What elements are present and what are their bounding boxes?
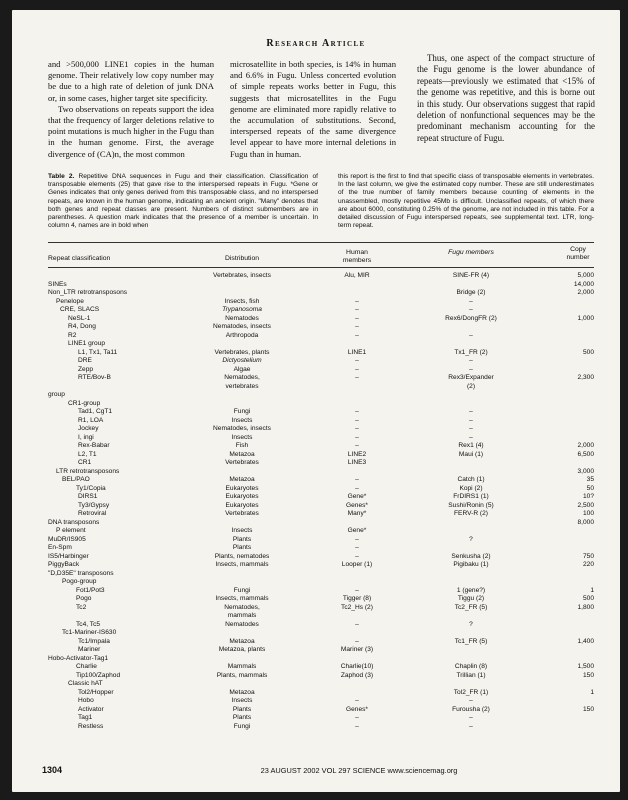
table-row (12, 706, 620, 714)
table-row (12, 587, 620, 595)
cell-distribution: Insects, mammals (215, 561, 269, 568)
table-row (12, 323, 620, 331)
cell-fugu: FrDIRS1 (1) (453, 493, 489, 500)
table-row (12, 663, 620, 671)
cell-distribution: Plants (232, 544, 252, 551)
table-row (12, 357, 620, 365)
cell-distribution: Eukaryotes (225, 501, 259, 509)
cell-classification: Classic hAT (68, 680, 103, 687)
cell-copy: 500 (582, 595, 594, 602)
body-column-2 (230, 59, 396, 160)
cell-fugu: Chaplin (8) (454, 663, 488, 670)
cell-copy: 2,500 (577, 501, 594, 509)
cell-fugu: (2) (466, 382, 476, 390)
caption-text: Repetitive DNA sequences in Fugu and their classification. Classification of transposable elements (25) that gave rise to the interspersed repeats in Fugu. *Gene or Genes indicates that only genes derived from this transposable class, and no interspersed repeats, are known in the human genome, indicating an ancient origin. "Many" denotes that both genes and repeat classes are present. Numbers of distinct submembers are in parentheses. A question mark indicates that the presence of a member is uncertain. In column 4, names are in bold when (48, 173, 318, 230)
table-row (12, 604, 620, 612)
cell-classification: Pogo-group (62, 578, 97, 585)
cell-human: – (355, 425, 359, 432)
cell-classification: R2 (68, 331, 77, 339)
table-row (12, 493, 620, 501)
cell-fugu: – (469, 416, 473, 424)
cell-classification: "D,D35E" transposons (48, 569, 114, 577)
cell-copy: 3,000 (577, 467, 594, 475)
cell-distribution: vertebrates (225, 382, 259, 390)
header-distribution: Distribution (225, 255, 259, 262)
cell-classification: Penelope (56, 297, 84, 305)
cell-human: Tigger (8) (342, 595, 372, 602)
table-row (12, 689, 620, 697)
cell-classification: Retroviral (78, 510, 107, 517)
cell-fugu: – (469, 425, 473, 432)
cell-distribution: Fungi (233, 722, 251, 730)
cell-copy: 35 (586, 476, 594, 483)
cell-classification: Hobo-Activator-Tag1 (48, 654, 109, 662)
cell-human: – (355, 476, 359, 483)
cell-copy: 2,000 (577, 289, 594, 296)
cell-human: Tc2_Hs (2) (341, 603, 373, 611)
table-row (12, 570, 620, 578)
cell-human: – (355, 620, 359, 628)
cell-human: – (355, 416, 359, 424)
table-row (12, 451, 620, 459)
cell-distribution: Fungi (233, 586, 251, 594)
cell-classification: MuDR/IS905 (48, 535, 86, 543)
cell-fugu: Kopi (2) (459, 484, 483, 492)
cell-human: – (355, 535, 359, 543)
cell-human: Charlie(10) (340, 663, 374, 670)
cell-fugu: – (469, 408, 473, 415)
cell-distribution: Dictyostelium (222, 357, 262, 364)
table-row (12, 697, 620, 705)
cell-copy: 150 (582, 705, 594, 713)
table-row (12, 510, 620, 518)
cell-copy: 14,000 (573, 280, 594, 288)
cell-copy: 1,000 (577, 314, 594, 322)
paragraph: Thus, one aspect of the compact structure of the Fugu genome is the lower abundance of repeats—previously we estimated that <15% of the genome was repetitive, and this is borne out in this study. Our observations suggest that rapid deletion of nonfunctional sequences may be the predominant mechanism accounting for the repeat structure of Fugu. (417, 53, 595, 143)
cell-distribution: Trypanosoma (222, 306, 262, 313)
cell-classification: LTR retrotransposons (56, 467, 120, 475)
cell-fugu: Rex3/Expander (448, 374, 494, 381)
cell-human: – (355, 637, 359, 645)
table-row (12, 366, 620, 374)
cell-fugu: – (469, 331, 473, 339)
table-row (12, 400, 620, 408)
cell-fugu: – (469, 357, 473, 364)
cell-classification: DRE (78, 357, 92, 364)
cell-fugu: – (469, 697, 473, 704)
caption-text: this report is the first to find that specific class of transposable elements in vertebrates. In the last column, we give the estimated copy number. These are still underestimates of the true number of family members because counting of elements in the unassembled, mostly repetitive 45Mb is difficult. Unclassified repeats, of which there are about 6000, constituting 0.25% of the genome, are not included in this table. For a detailed discussion of Fugu interspersed repeats, see supplemental text. LTR, long-term repeat. (338, 173, 594, 230)
cell-classification: Activator (78, 705, 104, 713)
cell-classification: P element (56, 527, 86, 534)
table-row (12, 578, 620, 586)
table-row (12, 374, 620, 382)
cell-distribution: Nematodes (225, 620, 259, 628)
cell-classification: Tc4, Tc5 (76, 620, 101, 628)
cell-distribution: Metazoa (229, 637, 255, 645)
table-row (12, 527, 620, 535)
cell-distribution: mammals (227, 612, 257, 619)
cell-fugu: Tiggu (2) (457, 595, 485, 602)
cell-fugu: Tx1_FR (2) (454, 348, 488, 356)
cell-fugu: Tc2_FR (5) (454, 603, 488, 611)
header-fugu: Fugu members (448, 249, 494, 256)
cell-classification: CR1 (78, 459, 92, 466)
cell-classification: Tol2/Hopper (78, 688, 114, 696)
table-row (12, 289, 620, 297)
cell-distribution: Plants (232, 705, 252, 713)
cell-human: Gene* (347, 493, 367, 500)
cell-distribution: Metazoa (229, 450, 255, 458)
cell-human: – (355, 314, 359, 322)
cell-distribution: Algae (233, 365, 251, 373)
cell-human: Genes* (346, 501, 368, 509)
cell-classification: Fot1/Pot3 (76, 586, 105, 594)
cell-fugu: FERV-R (2) (454, 510, 488, 517)
cell-fugu: 1 (gene?) (456, 586, 486, 594)
table-row (12, 476, 620, 484)
cell-copy: 1 (590, 586, 594, 594)
cell-fugu: – (469, 714, 473, 721)
cell-distribution: Insects (231, 527, 253, 534)
table-row (12, 621, 620, 629)
cell-distribution: Nematodes, insects (213, 323, 271, 330)
cell-distribution: Insects, fish (224, 297, 260, 305)
table-row (12, 544, 620, 552)
cell-distribution: Vertebrates, insects (213, 272, 271, 279)
running-title: Research Article (266, 38, 366, 49)
cell-fugu: – (469, 365, 473, 373)
table-row (12, 298, 620, 306)
cell-copy: 50 (586, 484, 594, 492)
table-row (12, 281, 620, 289)
cell-human: Many* (347, 510, 367, 517)
cell-classification: Tad1, CgT1 (78, 408, 113, 415)
cell-copy: 1 (590, 688, 594, 696)
cell-classification: Charlie (76, 663, 97, 670)
cell-classification: Tc2 (76, 603, 87, 611)
cell-classification: BEL/PAO (62, 476, 90, 483)
cell-distribution: Metazoa, plants (218, 646, 266, 653)
cell-classification: Hobo (78, 697, 94, 704)
cell-human: – (355, 331, 359, 339)
cell-classification: DIRS1 (78, 493, 98, 500)
table-row (12, 536, 620, 544)
cell-human: Looper (1) (341, 561, 373, 568)
table-row (12, 638, 620, 646)
cell-distribution: Arthropoda (225, 331, 259, 339)
cell-fugu: Rex6/DongFR (2) (445, 314, 497, 322)
table-row (12, 629, 620, 637)
caption-label: Table 2. (48, 173, 75, 180)
table-row (12, 442, 620, 450)
table-caption-right (338, 173, 594, 230)
table-row (12, 595, 620, 603)
paragraph: microsatellite in both species, is 14% in human and 6.6% in Fugu. Unless concerted evolution of simple repeats works better in Fugu, this suggests that microsatellites in the Fugu genome are eliminated more rapidly relative to the accumulation of substitutions. Second, interspersed repeats of the same divergence level appear to have more internal deletions in Fugu than in human. (230, 59, 396, 159)
cell-classification: Non_LTR retrotransposons (48, 289, 128, 296)
table-row (12, 434, 620, 442)
cell-distribution: Vertebrates (225, 510, 259, 517)
table-row (12, 340, 620, 348)
cell-fugu: Maui (1) (458, 450, 484, 458)
table-row (12, 561, 620, 569)
cell-human: Zaphod (3) (340, 671, 374, 679)
table-row (12, 272, 620, 280)
cell-distribution: Insects (231, 416, 253, 424)
cell-copy: 220 (582, 561, 594, 568)
cell-distribution: Nematodes, (224, 603, 260, 611)
cell-classification: group (48, 391, 65, 398)
cell-classification: RTE/Bov-B (78, 374, 111, 381)
cell-human: LINE1 (347, 348, 367, 356)
cell-fugu: Pigibaku (1) (453, 561, 489, 568)
table-row (12, 612, 620, 620)
cell-human: – (355, 408, 359, 415)
page-number: 1304 (42, 765, 63, 775)
table-row (12, 391, 620, 399)
cell-human: Gene* (347, 527, 367, 534)
table-row (12, 502, 620, 510)
table-row (12, 315, 620, 323)
cell-copy: 6,500 (577, 450, 594, 458)
cell-classification: CR1-group (68, 399, 101, 407)
cell-classification: CRE, SLACS (60, 306, 100, 313)
cell-distribution: Insects, mammals (215, 595, 269, 602)
cell-human: – (355, 433, 359, 441)
body-column-3 (417, 53, 595, 144)
cell-distribution: Metazoa (229, 688, 255, 696)
table-row (12, 425, 620, 433)
cell-fugu: – (469, 722, 473, 730)
table-row (12, 332, 620, 340)
table-row (12, 672, 620, 680)
cell-fugu: ? (469, 535, 473, 543)
paragraph: and >500,000 LINE1 copies in the human genome. Their relatively low copy number may be due to a high rate of deletion of junk DNA or, in some cases, higher target site specificity. (48, 59, 214, 103)
cell-fugu: Sushi/Ronin (5) (448, 501, 494, 509)
cell-classification: Ty3/Gypsy (78, 501, 110, 509)
cell-human: – (355, 323, 359, 330)
cell-human: – (355, 442, 359, 449)
cell-copy: 500 (582, 348, 594, 356)
cell-distribution: Eukaryotes (225, 484, 259, 492)
cell-human: LINE3 (347, 459, 367, 466)
cell-fugu: SINE-FR (4) (452, 272, 490, 279)
header-human: Human members (342, 249, 372, 264)
cell-classification: L2, T1 (78, 450, 97, 458)
cell-distribution: Insects (231, 697, 253, 704)
cell-classification: Ty1/Copia (76, 484, 106, 492)
cell-classification: Tc1/Impala (78, 637, 110, 645)
cell-human: – (355, 374, 359, 381)
footer-citation: 23 AUGUST 2002 VOL 297 SCIENCE www.sciencemag.org (260, 766, 458, 775)
cell-classification: IS5/Harbinger (48, 552, 89, 560)
cell-distribution: Mammals (227, 663, 257, 670)
table-row (12, 417, 620, 425)
cell-copy: 100 (582, 510, 594, 517)
cell-copy: 1,500 (577, 663, 594, 670)
table-row (12, 459, 620, 467)
table-row (12, 485, 620, 493)
cell-human: – (355, 586, 359, 594)
cell-distribution: Vertebrates, plants (214, 348, 270, 356)
cell-fugu: Tol2_FR (1) (453, 688, 489, 696)
cell-fugu: – (469, 306, 473, 313)
cell-copy: 1,800 (577, 603, 594, 611)
cell-human: Alu, MIR (344, 272, 370, 279)
cell-fugu: Tc1_FR (5) (454, 637, 488, 645)
cell-distribution: Plants, nematodes (214, 552, 270, 560)
cell-distribution: Metazoa (229, 476, 255, 483)
cell-classification: I, ingi (78, 433, 94, 441)
cell-classification: SINEs (48, 280, 67, 288)
table-row (12, 553, 620, 561)
cell-fugu: Senkusha (2) (451, 552, 491, 560)
cell-classification: Pogo (76, 595, 92, 602)
table-row (12, 680, 620, 688)
table-row (12, 714, 620, 722)
cell-classification: Restless (78, 722, 104, 730)
table-row (12, 408, 620, 416)
table-row (12, 306, 620, 314)
cell-human: – (355, 297, 359, 305)
cell-classification: R4, Dong (68, 323, 96, 330)
cell-fugu: Bridge (2) (456, 289, 486, 296)
table-row (12, 468, 620, 476)
cell-human: – (355, 357, 359, 364)
cell-classification: R1, LOA (78, 416, 104, 424)
cell-classification: Tag1 (78, 714, 93, 721)
header-classification: Repeat classification (48, 255, 111, 262)
cell-classification: NeSL-1 (68, 314, 91, 322)
body-column-1 (48, 59, 214, 160)
cell-classification: Jockey (78, 425, 99, 432)
cell-human: – (355, 306, 359, 313)
cell-human: – (355, 365, 359, 373)
cell-classification: En-Spm (48, 544, 72, 551)
cell-classification: Tip100/Zaphod (76, 671, 121, 679)
table-row (12, 646, 620, 654)
cell-human: Mariner (3) (340, 646, 374, 653)
cell-fugu: Catch (1) (457, 476, 485, 483)
cell-human: Genes* (346, 705, 368, 713)
table-row (12, 723, 620, 731)
cell-fugu: Trillian (1) (456, 671, 486, 679)
cell-fugu: Furousha (2) (452, 705, 490, 713)
table-row (12, 519, 620, 527)
cell-classification: L1, Tx1, Ta11 (78, 348, 118, 356)
cell-distribution: Eukaryotes (225, 493, 259, 500)
table-row (12, 655, 620, 663)
table-top-rule (48, 242, 594, 243)
table-row (12, 349, 620, 357)
cell-copy: 150 (582, 671, 594, 679)
cell-distribution: Nematodes, insects (213, 425, 271, 432)
cell-fugu: Rex1 (4) (458, 442, 484, 449)
cell-copy: 750 (582, 552, 594, 560)
cell-distribution: Fish (235, 442, 249, 449)
cell-classification: Zepp (78, 365, 94, 373)
cell-distribution: Fungi (233, 408, 251, 415)
cell-classification: Mariner (78, 646, 101, 653)
cell-classification: LINE1 group (68, 340, 106, 347)
header-copy: Copy number (566, 246, 590, 261)
cell-distribution: Plants (232, 714, 252, 721)
cell-distribution: Nematodes, (224, 374, 260, 381)
cell-classification: PiggyBack (48, 561, 80, 568)
table-caption-left (48, 173, 318, 230)
table-row (12, 383, 620, 391)
cell-human: – (355, 697, 359, 704)
table-header-rule (48, 267, 594, 268)
cell-distribution: Plants (232, 535, 252, 543)
cell-human: LINE2 (347, 450, 367, 458)
cell-fugu: – (469, 297, 473, 305)
cell-classification: Tc1-Mariner-IS630 (62, 629, 117, 636)
cell-distribution: Insects (231, 433, 253, 441)
paragraph: Two observations on repeats support the idea that the frequency of larger deletions relative to point mutations is much higher in the Fugu than in the human genome. First, the average divergence of (CA)n, the most common (48, 103, 214, 159)
cell-classification: Rex-Babar (78, 442, 110, 449)
cell-copy: 8,000 (577, 518, 594, 526)
cell-fugu: ? (469, 620, 473, 628)
cell-human: – (355, 714, 359, 721)
journal-page (12, 10, 620, 792)
cell-distribution: Plants, mammals (216, 671, 268, 679)
cell-distribution: Vertebrates (225, 459, 259, 466)
cell-fugu: – (469, 433, 473, 441)
cell-copy: 2,000 (577, 442, 594, 449)
cell-distribution: Nematodes (225, 314, 259, 322)
cell-human: – (355, 484, 359, 492)
cell-human: – (355, 722, 359, 730)
cell-human: – (355, 544, 359, 551)
cell-copy: 5,000 (577, 272, 594, 279)
cell-classification: DNA transposons (48, 518, 100, 526)
cell-copy: 1,400 (577, 637, 594, 645)
cell-copy: 2,300 (577, 374, 594, 381)
cell-human: – (355, 552, 359, 560)
cell-copy: 10? (582, 493, 594, 500)
